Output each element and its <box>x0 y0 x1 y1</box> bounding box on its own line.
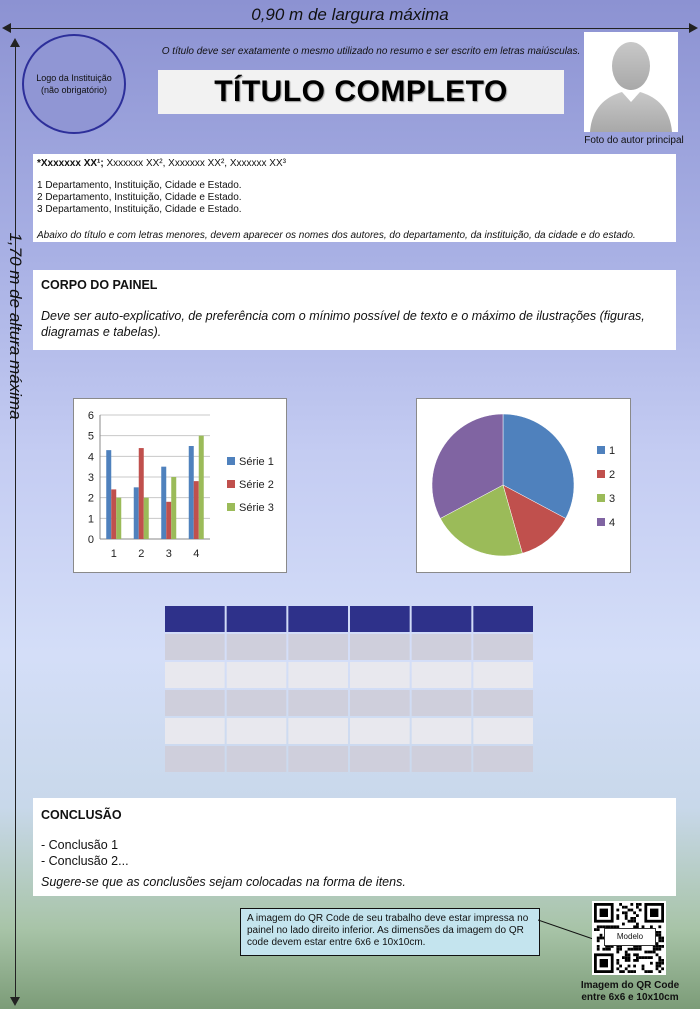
qr-module <box>650 951 653 954</box>
table-cell <box>412 662 472 688</box>
qr-model-label: Modelo <box>604 928 656 946</box>
qr-module <box>656 934 659 937</box>
qr-module <box>625 953 628 956</box>
qr-module <box>600 937 603 940</box>
table-cell <box>473 746 533 772</box>
width-dimension-line <box>4 28 696 29</box>
table-cell <box>227 690 287 716</box>
bar <box>134 487 139 539</box>
qr-caption-line1: Imagem do QR Code <box>580 980 680 991</box>
qr-module <box>622 911 625 914</box>
qr-module <box>661 939 664 942</box>
photo-caption: Foto do autor principal <box>584 135 684 146</box>
bar-chart <box>74 399 286 572</box>
qr-module <box>625 911 628 914</box>
qr-module <box>628 965 631 968</box>
qr-module <box>619 948 622 951</box>
table-cell <box>227 662 287 688</box>
qr-module <box>597 928 600 931</box>
qr-module <box>600 925 603 928</box>
coauthors: Xxxxxxx XX², Xxxxxxx XX², Xxxxxxx XX³ <box>103 158 286 169</box>
qr-module <box>633 953 636 956</box>
qr-module <box>656 953 659 956</box>
qr-module <box>594 928 597 931</box>
y-tick-label: 3 <box>87 472 94 484</box>
height-label: 1,70 m de altura máxima <box>6 232 25 420</box>
qr-module <box>656 962 659 965</box>
qr-module <box>644 956 647 959</box>
table-cell <box>288 662 348 688</box>
table-cell <box>473 690 533 716</box>
table-cell <box>412 718 472 744</box>
qr-module <box>628 953 631 956</box>
qr-module <box>633 959 636 962</box>
qr-caption <box>572 980 688 1004</box>
qr-module <box>636 923 639 926</box>
table-cell <box>412 690 472 716</box>
legend-label: Série 3 <box>239 502 274 514</box>
author-photo-placeholder <box>584 32 678 132</box>
qr-module <box>658 965 661 968</box>
qr-module <box>656 931 659 934</box>
qr-module <box>658 959 661 962</box>
table-cell <box>288 690 348 716</box>
table-cell <box>165 662 225 688</box>
department-2: 2 Departamento, Instituição, Cidade e Estado. <box>37 192 242 203</box>
table-cell <box>227 718 287 744</box>
qr-module <box>642 967 645 970</box>
arrow-down-icon <box>10 997 20 1006</box>
pie-chart-box <box>416 398 631 573</box>
table-cell <box>473 718 533 744</box>
table-header-cell <box>473 606 533 632</box>
table-cell <box>288 718 348 744</box>
bar <box>171 477 176 539</box>
qr-module <box>661 937 664 940</box>
legend-label: 3 <box>609 493 616 505</box>
qr-module <box>636 906 639 909</box>
qr-module <box>622 923 625 926</box>
qr-module <box>628 920 631 923</box>
table-header-cell <box>227 606 287 632</box>
department-1: 1 Departamento, Instituição, Cidade e Estado. <box>37 180 242 191</box>
qr-module <box>650 962 653 965</box>
qr-module <box>616 951 619 954</box>
conclusion-item-2: - Conclusão 2... <box>41 854 129 868</box>
height-dimension-line <box>15 40 16 1004</box>
table-cell <box>165 690 225 716</box>
qr-module <box>647 951 650 954</box>
qr-module <box>628 909 631 912</box>
sample-table <box>164 605 536 777</box>
authors-line <box>37 158 286 169</box>
qr-module <box>658 939 661 942</box>
authors-note: Abaixo do título e com letras menores, devem aparecer os nomes dos autores, do departamento, da instituição, da cidade e do estado. <box>37 230 636 241</box>
institution-logo-placeholder <box>22 34 126 134</box>
qr-module <box>619 903 622 906</box>
qr-module <box>658 962 661 965</box>
qr-instruction-note: A imagem do QR Code de seu trabalho deve estar impressa no painel no lado direito inferior. As dimensões da imagem do QR code devem estar entre 6x6 e 10x10cm. <box>240 908 540 956</box>
qr-module <box>636 948 639 951</box>
qr-module <box>600 934 603 937</box>
qr-module <box>656 967 659 970</box>
qr-module <box>661 962 664 965</box>
bar-chart-box <box>73 398 287 573</box>
qr-module <box>656 942 659 945</box>
qr-module <box>656 948 659 951</box>
qr-module <box>656 945 659 948</box>
qr-module <box>630 920 633 923</box>
conclusion-note: Sugere-se que as conclusões sejam colocadas na forma de itens. <box>41 875 406 889</box>
bar <box>139 448 144 539</box>
qr-module <box>625 917 628 920</box>
qr-module <box>658 934 661 937</box>
person-silhouette-icon <box>584 32 678 132</box>
qr-module <box>636 959 639 962</box>
pie-chart <box>417 399 630 572</box>
logo-line2: (não obrigatório) <box>40 85 108 95</box>
legend-swatch <box>597 470 605 478</box>
qr-module <box>625 906 628 909</box>
qr-module <box>622 956 625 959</box>
arrow-left-icon <box>2 23 11 33</box>
qr-module <box>650 970 653 973</box>
qr-module <box>647 970 650 973</box>
qr-module <box>630 970 633 973</box>
qr-module <box>653 951 656 954</box>
table-cell <box>165 718 225 744</box>
y-tick-label: 4 <box>87 451 94 464</box>
qr-module <box>602 948 605 951</box>
qr-module <box>639 909 642 912</box>
qr-module <box>661 959 664 962</box>
page-title: TÍTULO COMPLETO <box>214 75 508 108</box>
x-tick-label: 3 <box>165 548 172 560</box>
legend-swatch <box>597 446 605 454</box>
table-cell <box>350 746 410 772</box>
bar <box>144 498 149 539</box>
qr-module <box>616 948 619 951</box>
qr-module <box>605 948 608 951</box>
qr-module <box>650 956 653 959</box>
bar <box>199 436 204 539</box>
table-cell <box>350 662 410 688</box>
qr-module <box>616 959 619 962</box>
qr-module <box>608 948 611 951</box>
legend-label: 4 <box>609 517 616 529</box>
qr-module <box>636 953 639 956</box>
qr-module <box>636 914 639 917</box>
table-cell <box>227 746 287 772</box>
qr-module <box>658 937 661 940</box>
qr-module <box>656 965 659 968</box>
arrow-up-icon <box>10 38 20 47</box>
qr-module <box>639 903 642 906</box>
y-tick-label: 2 <box>87 492 94 505</box>
qr-caption-line2: entre 6x6 e 10x10cm <box>581 992 679 1003</box>
legend-swatch <box>227 457 235 465</box>
qr-module <box>625 951 628 954</box>
authors-panel <box>33 154 676 242</box>
bar <box>116 498 121 539</box>
qr-module <box>622 906 625 909</box>
callout-line <box>538 918 598 944</box>
qr-module <box>616 967 619 970</box>
y-tick-label: 0 <box>87 534 94 546</box>
qr-module <box>597 937 600 940</box>
bar <box>166 502 171 539</box>
qr-module <box>644 970 647 973</box>
qr-module <box>658 948 661 951</box>
table-header-cell <box>350 606 410 632</box>
qr-module <box>597 939 600 942</box>
y-tick-label: 6 <box>87 410 94 422</box>
table-cell <box>165 634 225 660</box>
qr-module <box>628 959 631 962</box>
qr-module <box>597 945 600 948</box>
table-header-cell <box>412 606 472 632</box>
qr-module <box>661 945 664 948</box>
qr-module <box>658 945 661 948</box>
legend-swatch <box>597 518 605 526</box>
body-panel <box>33 270 676 350</box>
table-cell <box>288 746 348 772</box>
qr-module <box>642 965 645 968</box>
arrow-right-icon <box>689 23 698 33</box>
y-tick-label: 5 <box>87 430 94 443</box>
table-cell <box>350 634 410 660</box>
x-tick-label: 1 <box>110 548 117 560</box>
qr-module <box>633 965 636 968</box>
qr-module <box>619 965 622 968</box>
qr-module <box>625 967 628 970</box>
bar <box>106 450 111 539</box>
bar <box>111 489 116 539</box>
department-3: 3 Departamento, Instituição, Cidade e Estado. <box>37 204 242 215</box>
conclusion-item-1: - Conclusão 1 <box>41 838 119 852</box>
qr-module <box>616 917 619 920</box>
table-cell <box>350 718 410 744</box>
legend-label: 1 <box>609 445 616 457</box>
qr-module <box>642 956 645 959</box>
width-label: 0,90 m de largura máxima <box>251 5 449 24</box>
qr-module <box>647 956 650 959</box>
qr-module <box>625 959 628 962</box>
qr-module <box>644 951 647 954</box>
table-cell <box>227 634 287 660</box>
qr-module <box>658 956 661 959</box>
qr-module <box>630 909 633 912</box>
x-tick-label: 4 <box>193 548 200 560</box>
bar <box>161 467 166 539</box>
qr-module <box>622 970 625 973</box>
main-author: *Xxxxxxx XX¹; <box>37 158 104 169</box>
y-tick-label: 1 <box>87 513 94 526</box>
legend-label: Série 2 <box>239 479 274 491</box>
qr-module <box>633 970 636 973</box>
qr-module <box>630 948 633 951</box>
x-tick-label: 2 <box>138 548 145 560</box>
qr-finder-core <box>650 909 658 917</box>
title-instruction: O título deve ser exatamente o mesmo utilizado no resumo e ser escrito em letras maiúsculas. <box>161 46 581 57</box>
qr-module <box>653 948 656 951</box>
body-heading: CORPO DO PAINEL <box>41 278 158 292</box>
qr-module <box>633 917 636 920</box>
legend-label: Série 1 <box>239 456 274 468</box>
qr-module <box>661 967 664 970</box>
legend-swatch <box>227 480 235 488</box>
qr-module <box>616 914 619 917</box>
qr-module <box>639 948 642 951</box>
table-cell <box>412 746 472 772</box>
qr-finder-core <box>600 959 608 967</box>
conclusion-heading: CONCLUSÃO <box>41 808 122 822</box>
qr-module <box>625 914 628 917</box>
qr-module <box>630 903 633 906</box>
conclusion-panel <box>33 798 676 896</box>
qr-module <box>628 970 631 973</box>
qr-module <box>625 956 628 959</box>
table-header-cell <box>165 606 225 632</box>
logo-line1: Logo da Instituição <box>36 73 112 83</box>
qr-module <box>636 956 639 959</box>
table-cell <box>165 746 225 772</box>
table-cell <box>473 634 533 660</box>
qr-module <box>616 909 619 912</box>
legend-swatch <box>227 503 235 511</box>
bar <box>189 446 194 539</box>
qr-module <box>658 925 661 928</box>
table-header-cell <box>288 606 348 632</box>
table-cell <box>412 634 472 660</box>
qr-module <box>597 925 600 928</box>
table-cell <box>288 634 348 660</box>
qr-module <box>639 956 642 959</box>
qr-module <box>619 970 622 973</box>
legend-label: 2 <box>609 469 616 481</box>
qr-module <box>628 956 631 959</box>
qr-module <box>616 962 619 965</box>
qr-module <box>628 948 631 951</box>
qr-module <box>633 920 636 923</box>
qr-module <box>658 931 661 934</box>
bar <box>194 481 199 539</box>
qr-module <box>630 917 633 920</box>
legend-swatch <box>597 494 605 502</box>
title-box <box>158 70 564 114</box>
table-cell <box>350 690 410 716</box>
qr-module <box>636 903 639 906</box>
qr-module <box>658 970 661 973</box>
qr-finder-core <box>600 909 608 917</box>
table-cell <box>473 662 533 688</box>
qr-module <box>633 911 636 914</box>
body-text: Deve ser auto-explicativo, de preferência com o mínimo possível de texto e o máximo de ilustrações (figuras, diagramas e tabelas). <box>41 309 645 339</box>
qr-module <box>633 948 636 951</box>
qr-module <box>597 948 600 951</box>
